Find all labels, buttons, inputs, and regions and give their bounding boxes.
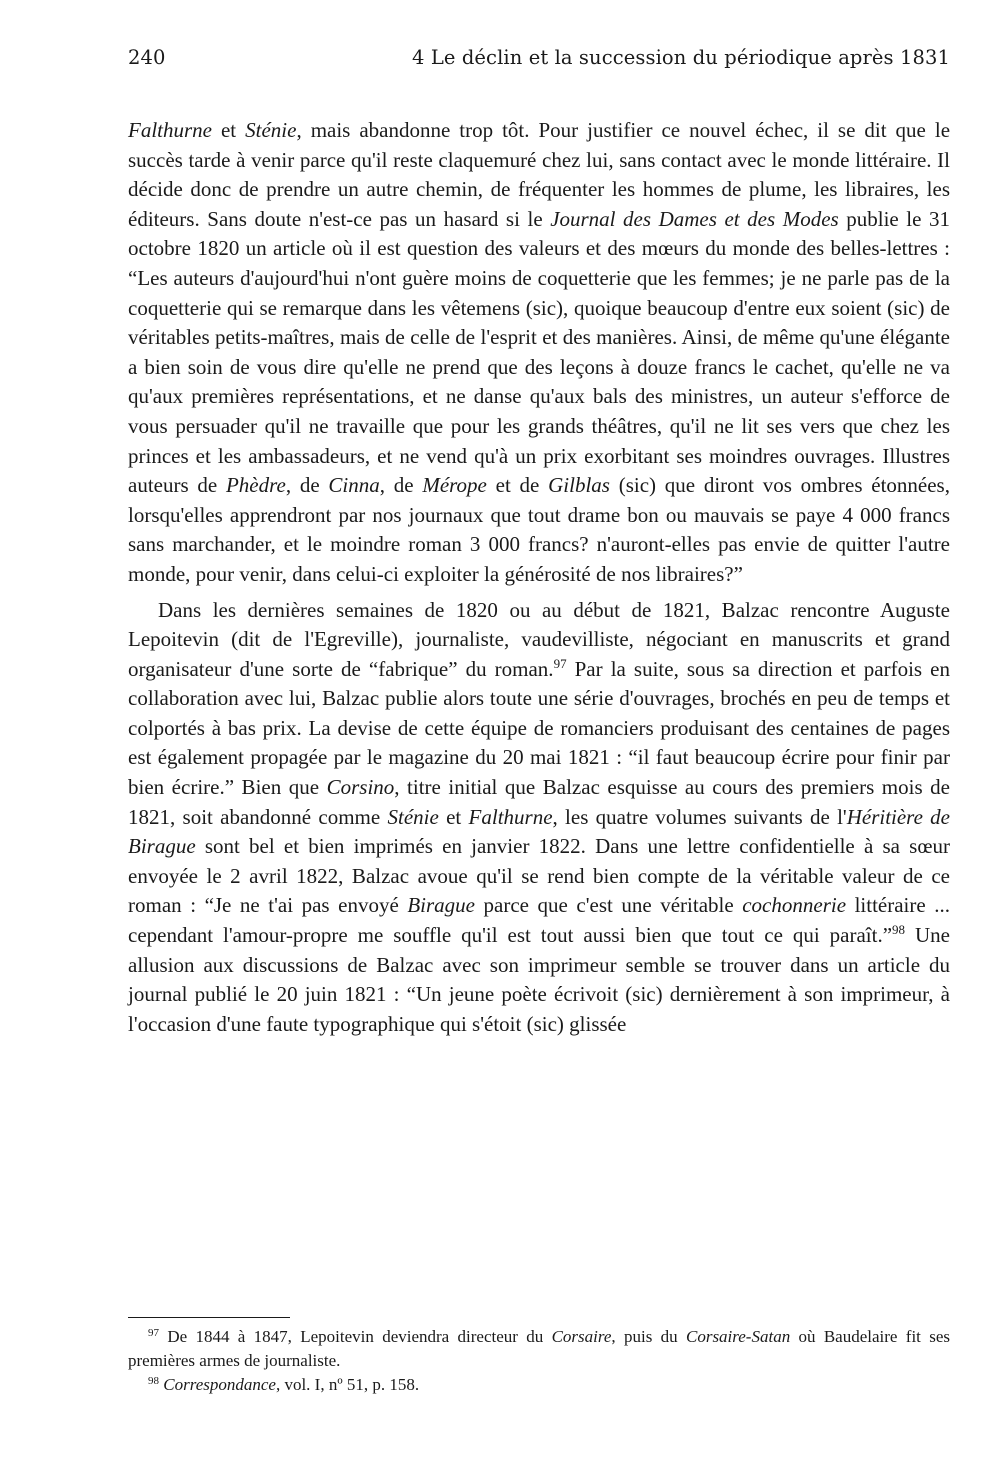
text-span: , titre initial que Balzac esquisse au cours des premiers mois de 1821, soit abandonné comme xyxy=(128,775,950,829)
footnote-number: 97 xyxy=(148,1327,159,1339)
title-birague: Birague xyxy=(407,893,475,918)
text-span: Dans les dernières semaines de 1820 ou au début de 1821, Balzac rencontre Auguste Lepoitevin (dit de l'Egreville), journaliste, vaudevilliste, négociant en manuscrits et grand organisateur d'une sorte de “fabrique” du roman. xyxy=(128,597,950,681)
text-span: , mais abandonne trop tôt. Pour justifier ce nouvel échec, il se dit que le succès tarde à venir parce qu'il reste claquemuré chez lui, sans contact avec le monde littéraire. Il décide donc de prendre un autre chemin, de fréquenter les hommes de plume, les libraires, les éditeurs. Sans doute n'est-ce pas un hasard si le xyxy=(128,118,951,231)
title-correspondance: Correspondance xyxy=(163,1375,276,1394)
title-corsaire: Corsaire xyxy=(551,1327,612,1346)
paragraph-2 xyxy=(128,596,950,1040)
footnote-97 xyxy=(128,1325,950,1373)
text-span: et xyxy=(438,804,469,829)
title-stenie: Sténie xyxy=(245,118,297,142)
title-journal-des-dames: Journal des Dames et des Modes xyxy=(550,206,839,231)
text-span: et de xyxy=(486,473,549,498)
footnotes xyxy=(128,1325,950,1397)
page-number: 240 xyxy=(128,46,166,69)
paragraph-1 xyxy=(128,116,950,590)
text-span: , les quatre volumes suivants de l' xyxy=(552,804,847,829)
text-span: De 1844 à 1847, Lepoitevin deviendra directeur du xyxy=(159,1327,552,1346)
title-corsino: Corsino xyxy=(326,775,395,800)
footnote-98 xyxy=(128,1373,950,1397)
title-stenie: Sténie xyxy=(387,804,439,829)
text-span: , de xyxy=(285,473,329,498)
title-corsaire-satan: Corsaire-Satan xyxy=(685,1327,791,1346)
footnote-ref-97[interactable]: 97 xyxy=(553,655,567,671)
text-span: , de xyxy=(379,473,423,498)
text-span: (sic) que diront vos ombres étonnées, lorsqu'elles apprendront par nos journaux que tout drame bon ou mauvais se paye 4 000 francs sans marchander, et le moindre roman 3 000 francs? n'auront-elles pas envie de quitter l'autre monde, pour venir, dans celui-ci exploiter la générosité de nos libraires?” xyxy=(128,473,950,586)
running-header xyxy=(128,46,950,76)
text-span: , puis du xyxy=(611,1327,686,1346)
text-span: , vol. I, nº 51, p. 158. xyxy=(275,1375,420,1394)
footnote-number: 98 xyxy=(148,1375,159,1387)
body-text xyxy=(128,116,950,1039)
title-falthurne: Falthurne xyxy=(128,118,212,142)
text-span: et xyxy=(212,118,246,142)
title-merope: Mérope xyxy=(422,473,487,498)
text-span: parce que c'est une véritable xyxy=(474,893,743,918)
footnote-ref-98[interactable]: 98 xyxy=(892,922,906,938)
title-heritiere-de-birague: Héritière de Birague xyxy=(128,804,951,859)
text-span: Par la suite, sous sa direction et parfois en collaboration avec lui, Balzac publie alors toute une série d'ouvrages, brochés en peu de temps et colportés à bas prix. La devise de cette équipe de romanciers produisant des centaines de pages est également propagée par le magazine du 20 mai 1821 : “il faut beaucoup écrire pour finir par bien écrire.” Bien que xyxy=(128,656,950,800)
title-falthurne: Falthurne xyxy=(468,804,553,829)
running-title: 4 Le déclin et la succession du périodique après 1831 xyxy=(412,46,950,69)
footnote-divider xyxy=(128,1317,290,1318)
text-span: sont bel et bien imprimés en janvier 1822. Dans une lettre confidentielle à sa sœur envoyée le 2 avril 1822, Balzac avoue qu'il se rend bien compte de la véritable valeur de ce roman : “Je ne t'ai pas envoyé xyxy=(128,834,950,918)
title-gilblas: Gilblas xyxy=(548,473,610,498)
title-cinna: Cinna xyxy=(328,473,380,498)
text-span: où Baudelaire fit ses premières armes de journaliste. xyxy=(128,1327,951,1370)
text-span: littéraire ... cependant l'amour-propre me souffle qu'il est tout aussi bien que tout ce qui paraît.” xyxy=(128,893,950,948)
emphasis-cochonnerie: cochonnerie xyxy=(742,893,847,918)
text-span: publie le 31 octobre 1820 un article où il est question des valeurs et des mœurs du monde des belles-lettres : “Les auteurs d'aujourd'hui n'ont guère moins de coquetterie que les femmes; je ne parle pas de la coquetterie qui se remarque dans les vêtemens (sic), quoique beaucoup d'entre eux soient (sic) de véritables petits-maîtres, mais de celle de l'esprit et des manières. Ainsi, de même qu'une élégante a bien soin de vous dire qu'elle ne prend que des leçons à douze francs le cachet, qu'elle ne va qu'aux premières représentations, et ne danse qu'aux bals des ministres, un auteur s'efforce de vous persuader qu'il ne travaille que pour les grands théâtres, qu'il ne lit ses vers que chez les princes et les ambassadeurs, et ne vend qu'à un prix exorbitant ses moindres ouvrages. Illustres auteurs de xyxy=(128,206,950,498)
title-phedre: Phèdre xyxy=(225,473,286,498)
text-span: Une allusion aux discussions de Balzac avec son imprimeur semble se trouver dans un article du journal publié le 20 juin 1821 : “Un jeune poète écrivoit (sic) dernièrement à son imprimeur, à l'occasion d'une faute typographique qui s'étoit (sic) glissée xyxy=(128,923,950,1036)
